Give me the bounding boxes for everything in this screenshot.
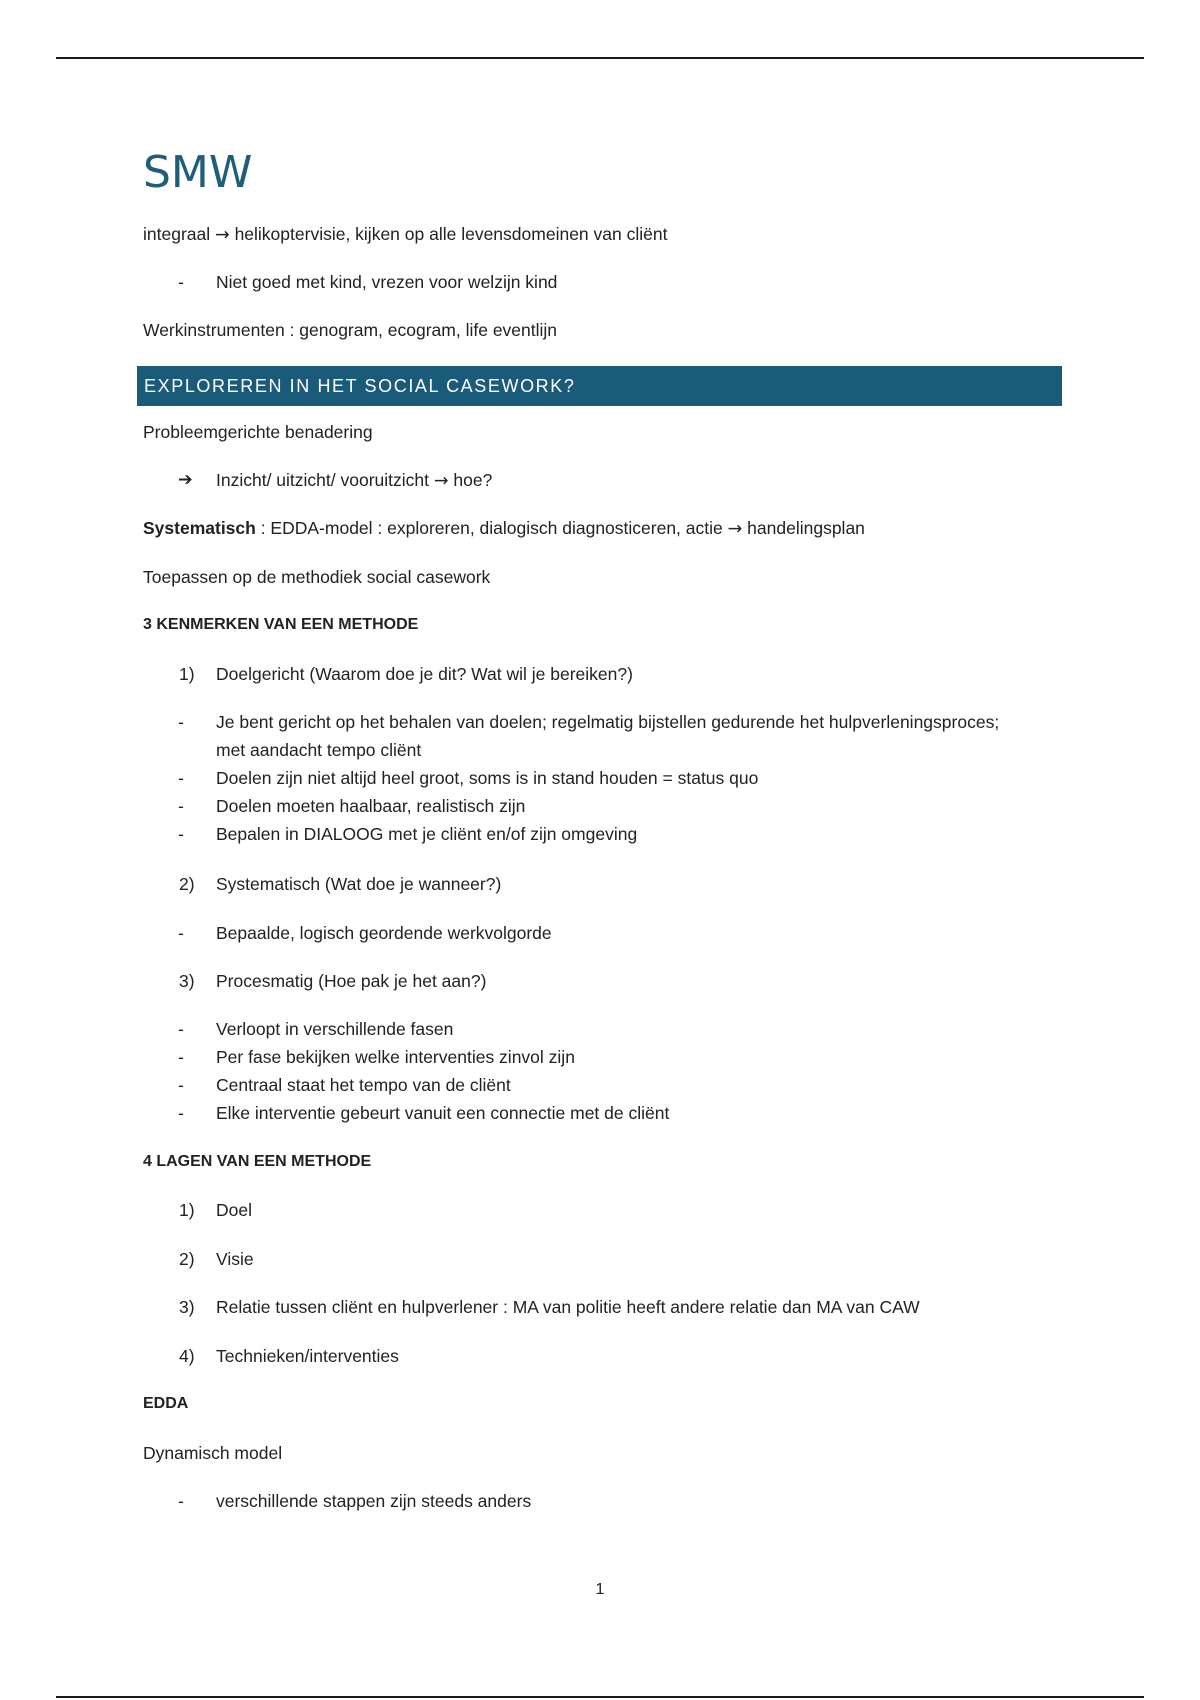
integraal-text: helikoptervisie, kijken op alle levensdomeinen van cliënt [234,224,668,244]
list-item: Elke interventie gebeurt vanuit een connectie met de cliënt [216,1103,670,1123]
werkinstrumenten-line: Werkinstrumenten : genogram, ecogram, life eventlijn [143,320,558,340]
list-item: Doelen zijn niet altijd heel groot, soms is in stand houden = status quo [216,768,759,788]
systematisch-line [143,517,865,540]
laag-item: Technieken/interventies [216,1346,399,1366]
laag-item: Relatie tussen cliënt en hulpverlener : MA van politie heeft andere relatie dan MA van CAW [216,1297,920,1317]
bullet-marker: - [178,1491,184,1511]
list-number: 2) [179,1249,195,1269]
bullet-marker: - [178,768,184,788]
laag-item: Visie [216,1249,254,1269]
list-item: Je bent gericht op het behalen van doelen; regelmatig bijstellen gedurende het hulpverleningsproces; [216,712,1000,732]
list-number: 1) [179,664,195,684]
bullet-marker: - [178,272,184,292]
list-item-continuation: met aandacht tempo cliënt [216,740,422,760]
edda-text: Dynamisch model [143,1443,283,1463]
bullet-marker: - [178,1019,184,1039]
bottom-rule [56,1696,1144,1698]
arrow-right-icon: → [727,519,743,539]
benadering-line: Probleemgerichte benadering [143,422,373,442]
arrow-right-icon: → [433,471,449,491]
integraal-line [143,223,667,246]
list-number: 3) [179,1297,195,1317]
kenmerk-procesmatig: Procesmatig (Hoe pak je het aan?) [216,971,487,991]
systematisch-result: handelingsplan [747,518,865,538]
arrow-right-icon: → [215,225,230,245]
inzicht-text: Inzicht/ uitzicht/ vooruitzicht [216,470,429,490]
toepassen-line: Toepassen op de methodiek social casework [143,567,491,587]
intro-bullet: Niet goed met kind, vrezen voor welzijn kind [216,272,558,292]
kenmerken-heading: 3 KENMERKEN VAN EEN METHODE [143,616,419,633]
list-number: 3) [179,971,195,991]
edda-heading: EDDA [143,1395,189,1412]
arrow-bullet-icon: ➔ [178,470,193,490]
lagen-heading: 4 LAGEN VAN EEN METHODE [143,1153,372,1170]
list-item: Centraal staat het tempo van de cliënt [216,1075,511,1095]
kenmerk-systematisch: Systematisch (Wat doe je wanneer?) [216,874,502,894]
list-number: 1) [179,1200,195,1220]
list-item: Verloopt in verschillende fasen [216,1019,454,1039]
bullet-marker: - [178,923,184,943]
list-number: 2) [179,874,195,894]
bullet-marker: - [178,1075,184,1095]
inzicht-question: hoe? [453,470,493,490]
section-heading: EXPLOREREN IN HET SOCIAL CASEWORK? [137,366,1062,406]
list-item: Bepalen in DIALOOG met je cliënt en/of zijn omgeving [216,824,638,844]
laag-item: Doel [216,1200,252,1220]
page-title: SMW [143,147,253,198]
systematisch-label: Systematisch [143,518,256,538]
bullet-marker: - [178,712,184,732]
list-item: Per fase bekijken welke interventies zinvol zijn [216,1047,575,1067]
integraal-label: integraal [143,224,211,244]
inzicht-line [216,469,492,492]
bullet-marker: - [178,1103,184,1123]
bullet-marker: - [178,796,184,816]
page-number: 1 [595,1581,605,1598]
top-rule [56,57,1144,59]
systematisch-text: : EDDA-model : exploreren, dialogisch diagnosticeren, actie [255,518,723,538]
edda-bullet: verschillende stappen zijn steeds anders [216,1491,532,1511]
list-number: 4) [179,1346,195,1366]
bullet-marker: - [178,824,184,844]
list-item: Doelen moeten haalbaar, realistisch zijn [216,796,526,816]
bullet-marker: - [178,1047,184,1067]
kenmerk-doelgericht: Doelgericht (Waarom doe je dit? Wat wil je bereiken?) [216,664,633,684]
list-item: Bepaalde, logisch geordende werkvolgorde [216,923,552,943]
